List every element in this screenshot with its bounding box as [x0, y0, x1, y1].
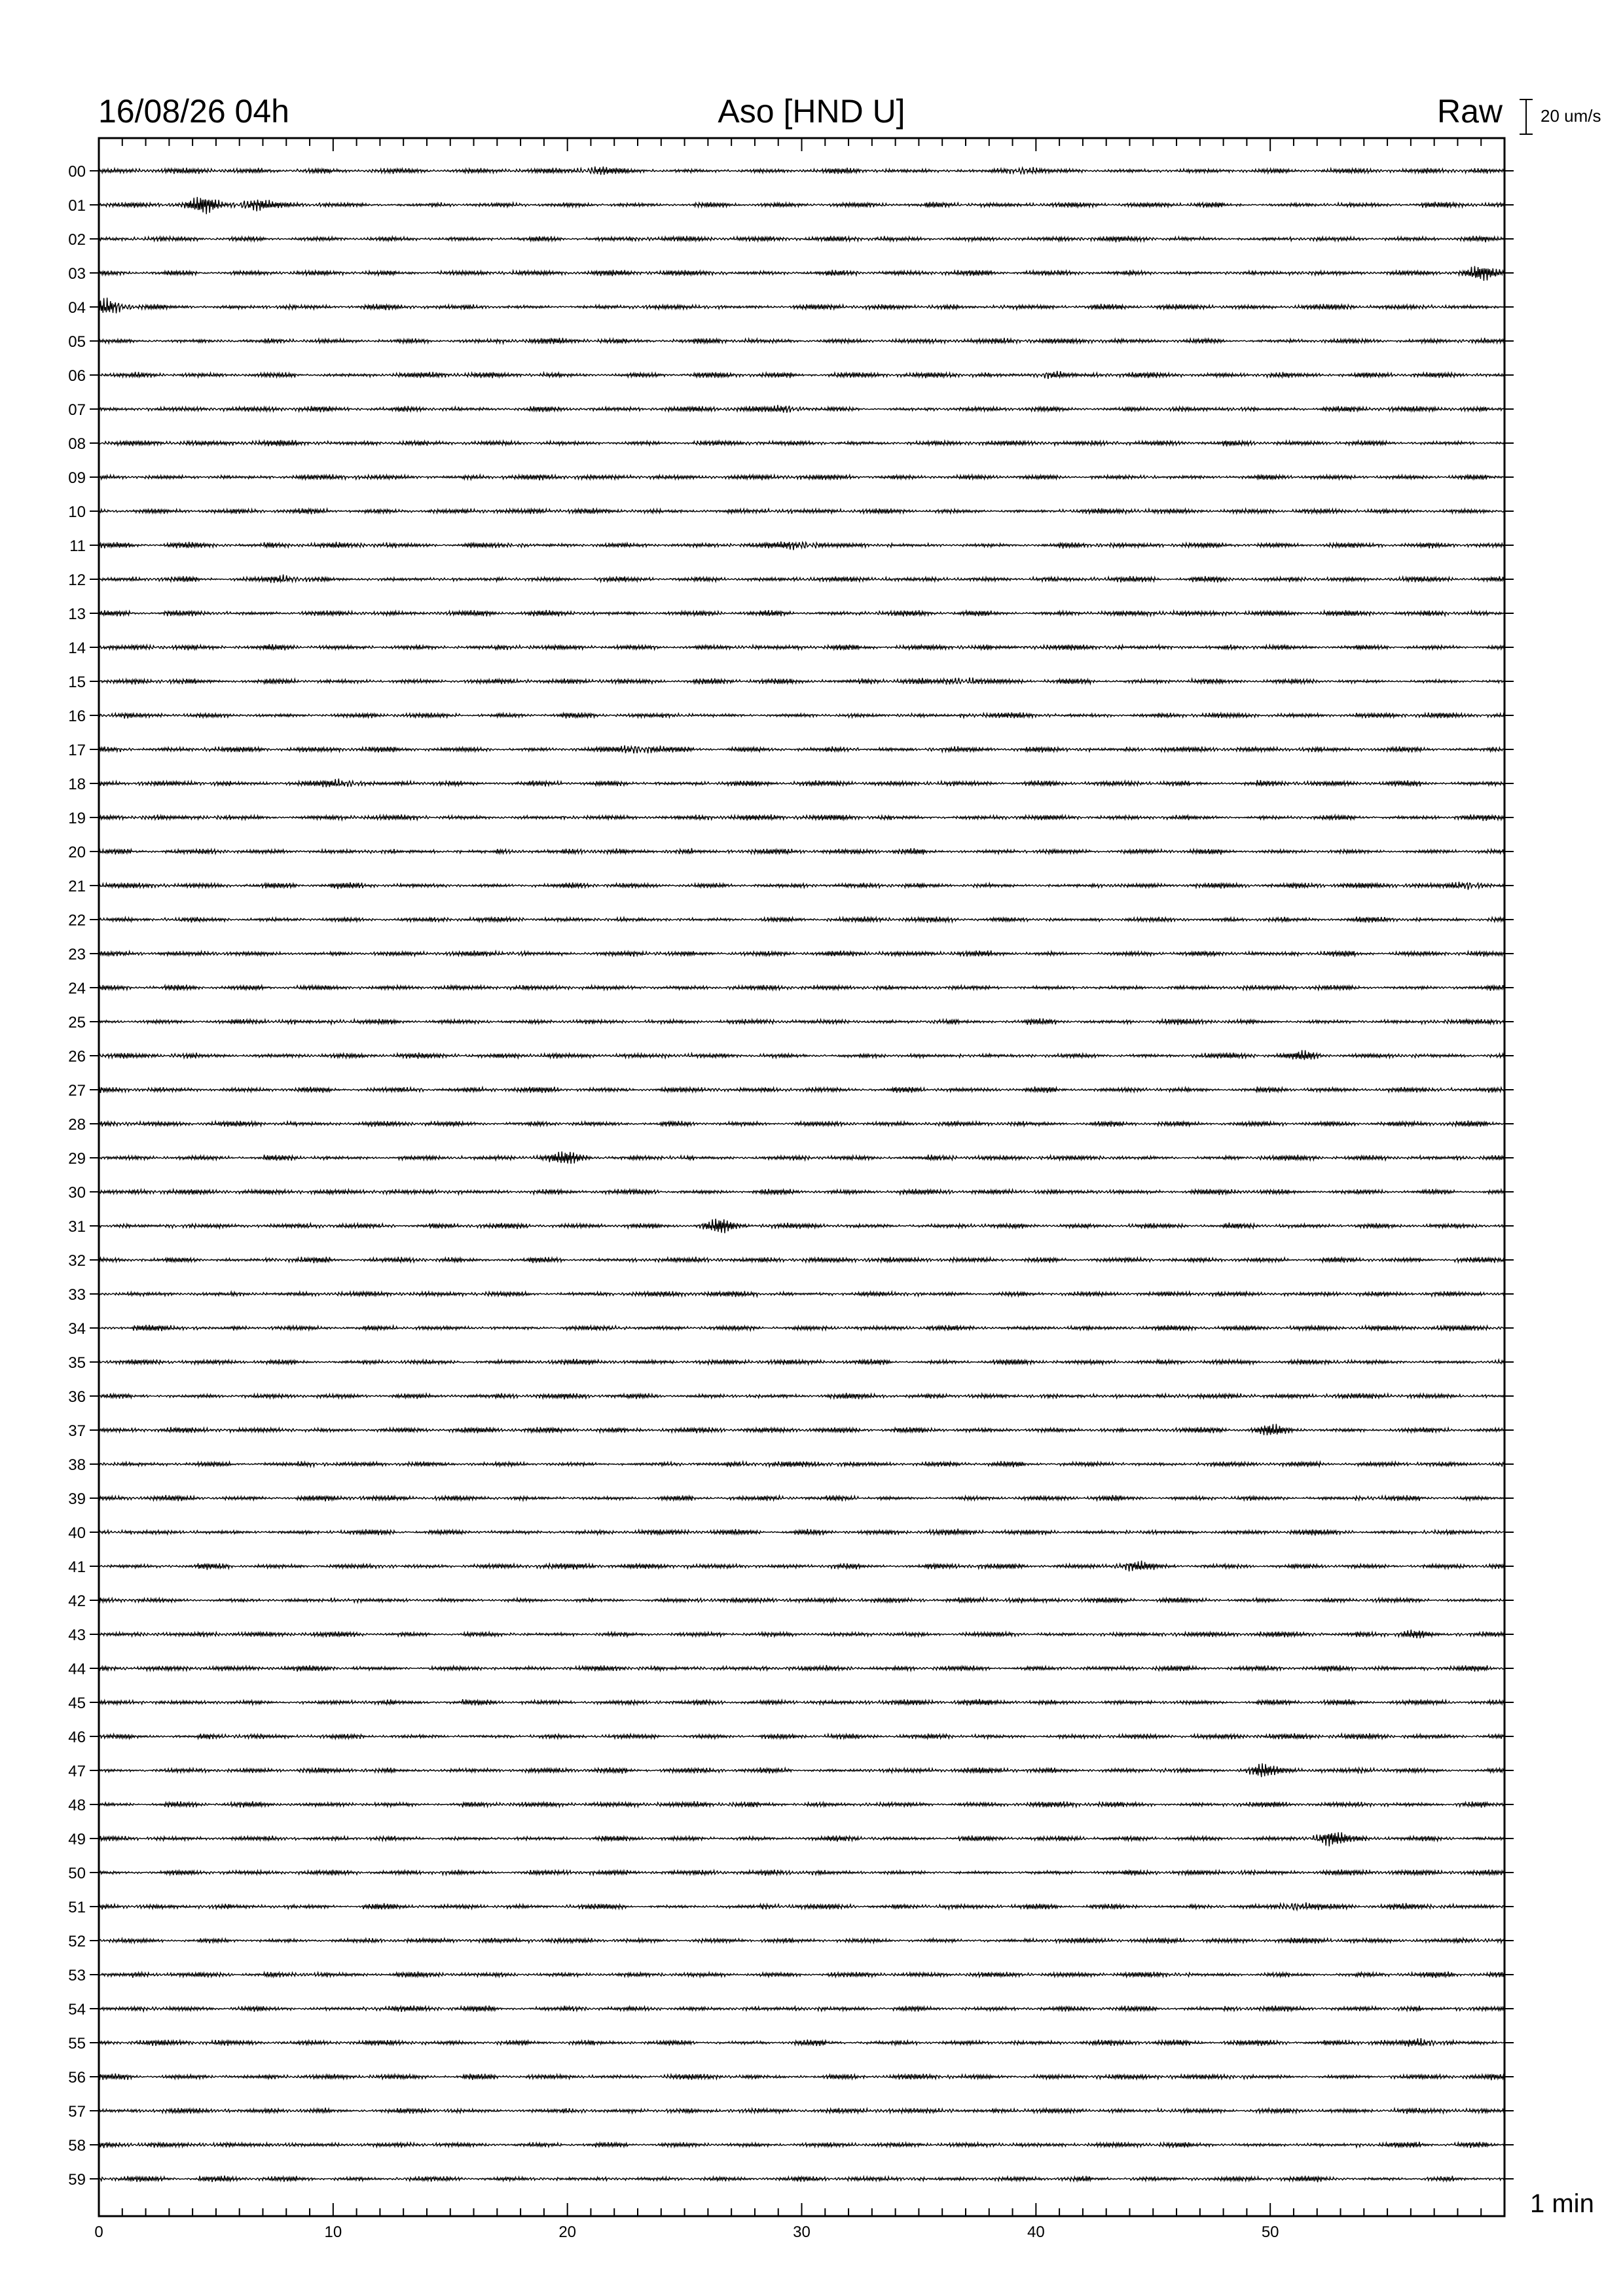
row-label: 40 [68, 1524, 86, 1542]
seismic-trace-30 [99, 1189, 1504, 1194]
seismic-trace-36 [99, 1393, 1504, 1399]
seismic-trace-28 [99, 1121, 1504, 1127]
row-label: 41 [68, 1558, 86, 1576]
row-label: 42 [68, 1592, 86, 1610]
seismic-trace-20 [99, 848, 1504, 855]
seismic-trace-34 [99, 1325, 1504, 1331]
row-label: 43 [68, 1626, 86, 1644]
seismic-trace-53 [99, 1971, 1504, 1978]
row-label: 06 [68, 367, 86, 385]
row-label: 17 [68, 742, 86, 759]
seismic-trace-21 [99, 882, 1504, 889]
seismic-trace-07 [99, 405, 1504, 413]
row-label: 02 [68, 231, 86, 249]
seismic-trace-06 [99, 371, 1504, 379]
row-label: 13 [68, 605, 86, 623]
seismic-trace-26 [99, 1050, 1504, 1060]
seismic-trace-11 [99, 541, 1504, 550]
seismic-trace-02 [99, 236, 1504, 242]
row-label: 01 [68, 197, 86, 215]
row-label: 45 [68, 1695, 86, 1712]
seismic-trace-31 [99, 1219, 1504, 1233]
seismic-trace-56 [99, 2073, 1504, 2080]
x-tick-label: 30 [793, 2223, 811, 2241]
row-label: 31 [68, 1218, 86, 1236]
seismic-trace-37 [99, 1424, 1504, 1435]
row-label: 29 [68, 1150, 86, 1168]
row-label: 22 [68, 912, 86, 929]
x-tick-label: 40 [1027, 2223, 1045, 2241]
row-label: 26 [68, 1048, 86, 1066]
row-label: 08 [68, 435, 86, 453]
row-label: 37 [68, 1422, 86, 1440]
plot-frame [99, 138, 1504, 2216]
row-label: 00 [68, 163, 86, 181]
row-label: 53 [68, 1967, 86, 1984]
row-label: 15 [68, 673, 86, 691]
seismic-trace-01 [99, 197, 1504, 214]
seismic-trace-58 [99, 2142, 1504, 2148]
row-label: 48 [68, 1797, 86, 1814]
seismic-trace-19 [99, 814, 1504, 821]
row-label: 54 [68, 2001, 86, 2018]
row-label: 28 [68, 1116, 86, 1134]
seismic-trace-51 [99, 1903, 1504, 1910]
chart-title: Aso [HND U] [718, 93, 905, 130]
row-label: 04 [68, 299, 86, 317]
row-label: 52 [68, 1933, 86, 1950]
row-label: 59 [68, 2171, 86, 2189]
seismic-trace-00 [99, 166, 1504, 175]
row-label: 49 [68, 1831, 86, 1848]
row-label: 39 [68, 1490, 86, 1508]
row-label: 14 [68, 639, 86, 657]
seismic-trace-22 [99, 916, 1504, 923]
row-label: 05 [68, 333, 86, 351]
seismic-trace-08 [99, 440, 1504, 446]
seismic-trace-09 [99, 475, 1504, 480]
row-label: 35 [68, 1354, 86, 1372]
seismic-trace-45 [99, 1699, 1504, 1706]
row-label: 47 [68, 1763, 86, 1780]
seismic-trace-42 [99, 1598, 1504, 1604]
row-label: 57 [68, 2103, 86, 2121]
x-tick-label: 0 [94, 2223, 103, 2241]
amplitude-scale-label: 20 um/s [1541, 106, 1601, 126]
seismic-trace-48 [99, 1801, 1504, 1808]
row-label: 12 [68, 571, 86, 589]
seismic-trace-33 [99, 1291, 1504, 1297]
row-label: 10 [68, 503, 86, 521]
seismic-trace-46 [99, 1733, 1504, 1740]
x-axis-unit-label: 1 min [1530, 2189, 1594, 2218]
x-tick-label: 50 [1261, 2223, 1279, 2241]
row-label: 07 [68, 401, 86, 419]
chart-mode-label: Raw [1436, 93, 1503, 130]
seismic-trace-10 [99, 508, 1504, 514]
row-label: 27 [68, 1082, 86, 1100]
x-tick-label: 20 [558, 2223, 577, 2241]
seismic-trace-12 [99, 575, 1504, 583]
row-label: 21 [68, 878, 86, 895]
seismic-trace-59 [99, 2176, 1504, 2182]
row-label: 19 [68, 810, 86, 827]
seismic-trace-54 [99, 2005, 1504, 2012]
row-label: 38 [68, 1456, 86, 1474]
x-axis-ticks [94, 138, 1504, 2241]
seismic-trace-04 [99, 298, 1504, 314]
seismic-trace-57 [99, 2108, 1504, 2113]
seismic-trace-35 [99, 1359, 1504, 1365]
seismic-trace-18 [99, 779, 1504, 787]
seismic-trace-29 [99, 1151, 1504, 1164]
row-label: 03 [68, 265, 86, 283]
seismic-trace-24 [99, 985, 1504, 991]
seismic-trace-13 [99, 610, 1504, 617]
seismic-trace-50 [99, 1869, 1504, 1876]
row-label: 58 [68, 2137, 86, 2155]
seismic-trace-03 [99, 266, 1504, 281]
trace-rows [99, 166, 1504, 2182]
row-label: 46 [68, 1729, 86, 1746]
row-label: 18 [68, 776, 86, 793]
row-ticks [68, 163, 1514, 2189]
x-tick-label: 10 [324, 2223, 342, 2241]
seismic-trace-49 [99, 1832, 1504, 1846]
seismic-trace-39 [99, 1495, 1504, 1501]
seismic-trace-47 [99, 1763, 1504, 1777]
seismic-trace-25 [99, 1018, 1504, 1025]
row-label: 44 [68, 1660, 86, 1678]
row-label: 32 [68, 1252, 86, 1270]
row-label: 51 [68, 1899, 86, 1916]
seismic-trace-17 [99, 745, 1504, 753]
seismic-trace-41 [99, 1561, 1504, 1571]
row-label: 36 [68, 1388, 86, 1406]
row-label: 16 [68, 708, 86, 725]
row-label: 20 [68, 844, 86, 861]
row-label: 50 [68, 1865, 86, 1882]
row-label: 56 [68, 2069, 86, 2087]
row-label: 23 [68, 946, 86, 963]
seismic-trace-55 [99, 2038, 1504, 2047]
seismic-trace-23 [99, 950, 1504, 956]
row-label: 25 [68, 1014, 86, 1031]
row-label: 09 [68, 469, 86, 487]
seismic-trace-15 [99, 677, 1504, 685]
row-label: 33 [68, 1286, 86, 1304]
seismic-trace-52 [99, 1938, 1504, 1944]
row-label: 55 [68, 2035, 86, 2053]
seismic-trace-05 [99, 338, 1504, 344]
seismic-trace-16 [99, 713, 1504, 719]
row-label: 24 [68, 980, 86, 997]
seismic-trace-32 [99, 1257, 1504, 1263]
seismic-trace-43 [99, 1630, 1504, 1638]
chart-date-hour: 16/08/26 04h [98, 93, 289, 130]
seismic-trace-14 [99, 644, 1504, 651]
row-label: 34 [68, 1320, 86, 1338]
seismic-trace-27 [99, 1086, 1504, 1093]
seismic-trace-40 [99, 1529, 1504, 1536]
row-label: 30 [68, 1184, 86, 1202]
seismic-trace-44 [99, 1665, 1504, 1672]
row-label: 11 [69, 537, 86, 555]
seismic-trace-38 [99, 1461, 1504, 1467]
